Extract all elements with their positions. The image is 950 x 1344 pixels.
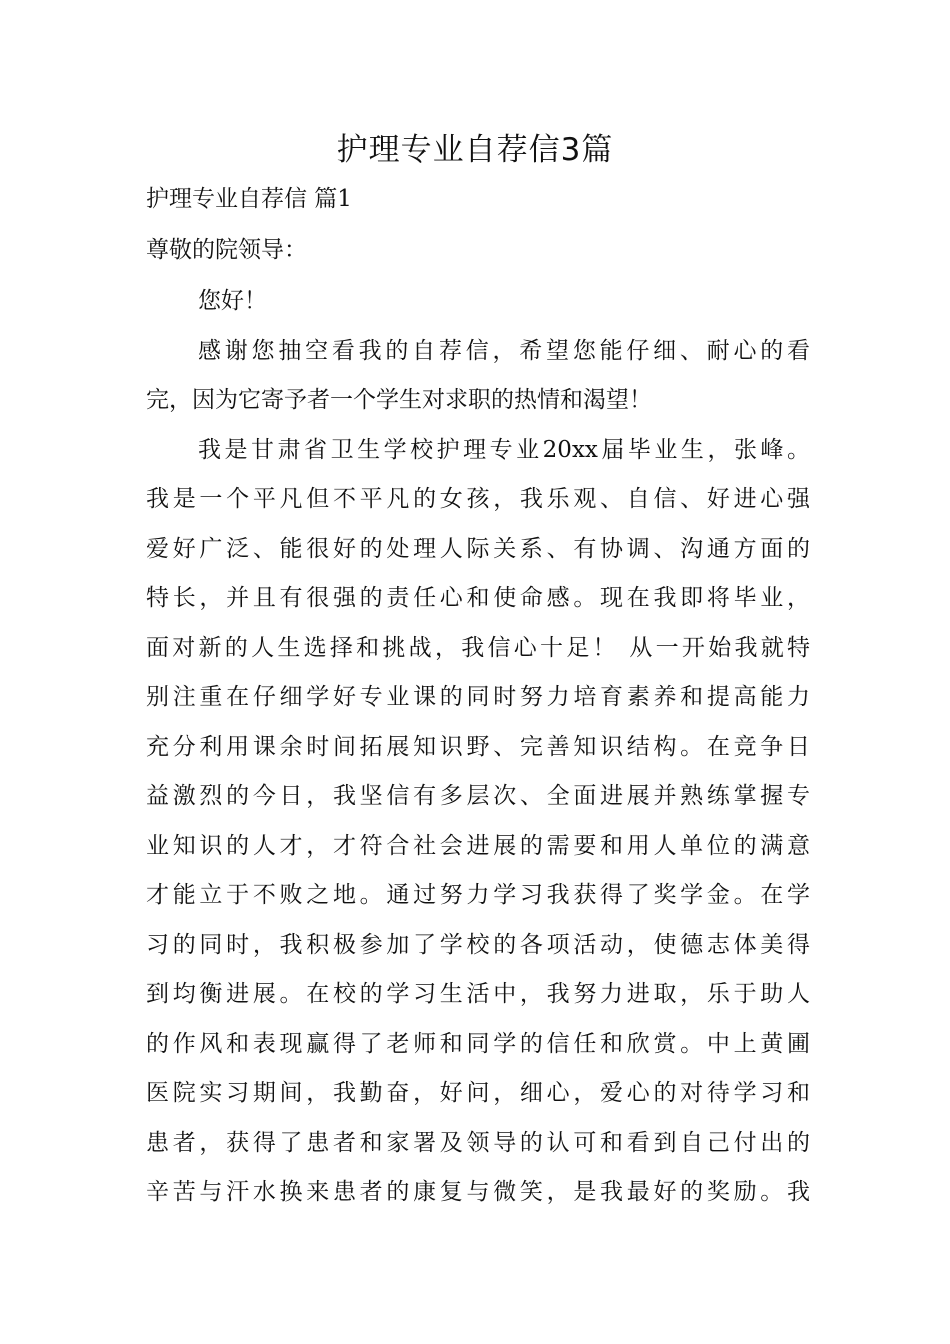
paragraph2-line: 习的同时，我积极参加了学校的各项活动，使德志体美得 [146, 932, 810, 958]
paragraph1-line: 完，因为它寄予者一个学生对求职的热情和渴望！ [146, 387, 652, 413]
paragraph2-line: 爱好广泛、能很好的处理人际关系、有协调、沟通方面的 [146, 536, 810, 562]
paragraph2-line: 才能立于不败之地。通过努力学习我获得了奖学金。在学 [146, 882, 810, 908]
salutation: 尊敬的院领导： [146, 237, 307, 263]
paragraph2-line: 患者，获得了患者和家署及领导的认可和看到自己付出的 [146, 1130, 810, 1156]
paragraph2-line: 医院实习期间，我勤奋，好问，细心，爱心的对待学习和 [146, 1080, 810, 1106]
paragraph2-line: 我是一个平凡但不平凡的女孩，我乐观、自信、好进心强 [146, 486, 810, 512]
document-title: 护理专业自荐信3篇 [336, 132, 614, 168]
paragraph2-line: 益激烈的今日，我坚信有多层次、全面进展并熟练掌握专 [146, 783, 810, 809]
paragraph1-line: 感谢您抽空看我的自荐信，希望您能仔细、耐心的看 [198, 338, 810, 364]
paragraph2-line: 到均衡进展。在校的学习生活中，我努力进取，乐于助人 [146, 981, 810, 1007]
paragraph2-line: 的作风和表现赢得了老师和同学的信任和欣赏。中上黄圃 [146, 1031, 810, 1057]
paragraph2-line: 面对新的人生选择和挑战，我信心十足！ 从一开始我就特 [146, 635, 810, 661]
paragraph2-line: 辛苦与汗水换来患者的康复与微笑，是我最好的奖励。我 [146, 1179, 810, 1205]
paragraph2-line: 充分利用课余时间拓展知识野、完善知识结构。在竞争日 [146, 734, 810, 760]
paragraph2-line: 我是甘肃省卫生学校护理专业20xx届毕业生，张峰。 [198, 437, 810, 463]
greeting: 您好！ [198, 288, 267, 314]
paragraph2-line: 特长，并且有很强的责任心和使命感。现在我即将毕业， [146, 585, 810, 611]
section-heading: 护理专业自荐信 篇1 [146, 186, 352, 212]
paragraph2-line: 别注重在仔细学好专业课的同时努力培育素养和提高能力 [146, 684, 810, 710]
paragraph2-line: 业知识的人才，才符合社会进展的需要和用人单位的满意 [146, 833, 810, 859]
